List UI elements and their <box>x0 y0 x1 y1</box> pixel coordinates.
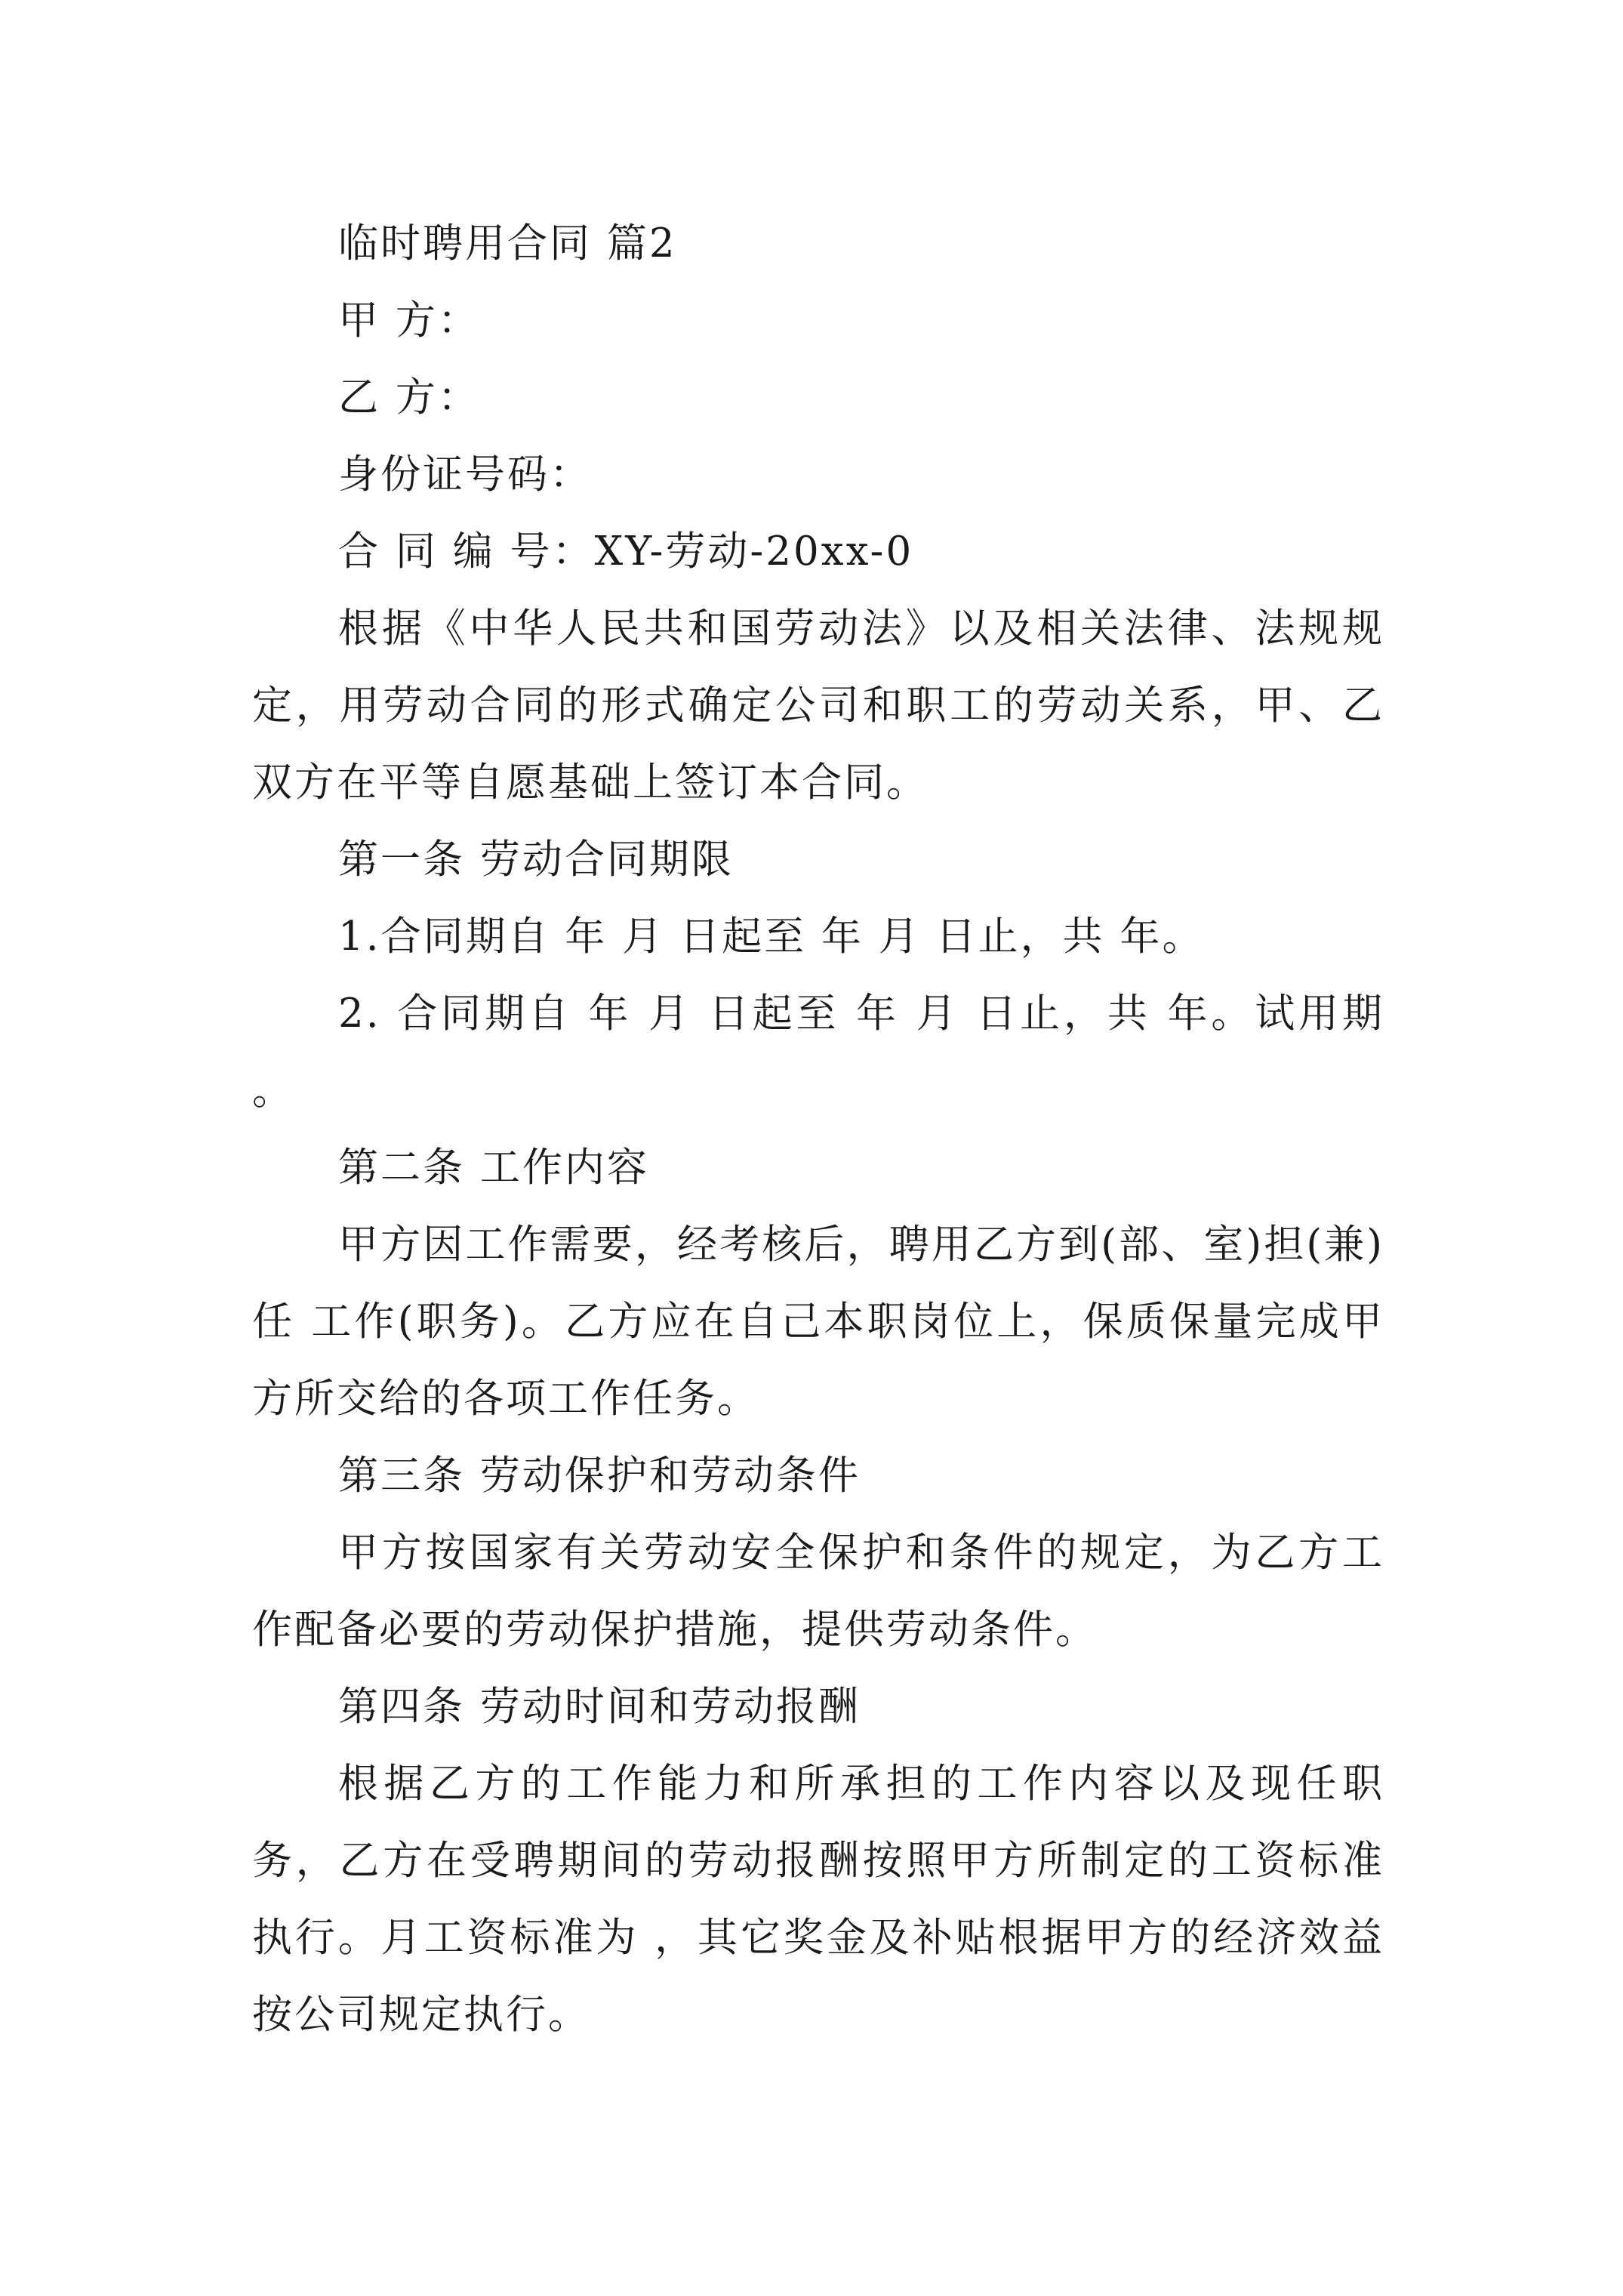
contract-number-line: 合 同 编 号：XY-劳动-20xx-0 <box>338 529 914 575</box>
article-2-heading: 第二条 工作内容 <box>338 1145 649 1191</box>
party-a-line: 甲 方： <box>338 297 480 344</box>
article-4-heading: 第四条 劳动时间和劳动报酬 <box>338 1684 861 1730</box>
preamble-paragraph: 根据《中华人民共和国劳动法》以及相关法律、法规规定，用劳动合同的形式确定公司和职工的劳动关系，甲、乙双方在平等自愿基础上签订本合同。 <box>252 606 1384 806</box>
article-1-heading: 第一条 劳动合同期限 <box>338 837 734 883</box>
document-body <box>252 205 1400 2054</box>
article-4-body: 根据乙方的工作能力和所承担的工作内容以及现任职务，乙方在受聘期间的劳动报酬按照甲方所制定的工资标准执行。月工资标准为 ，其它奖金及补贴根据甲方的经济效益按公司规定执行。 <box>252 1761 1384 2038</box>
article-3-body: 甲方按国家有关劳动安全保护和条件的规定，为乙方工作配备必要的劳动保护措施，提供劳动条件。 <box>252 1530 1384 1653</box>
id-number-line: 身份证号码： <box>338 451 592 498</box>
party-b-line: 乙 方： <box>338 374 480 421</box>
document-title: 临时聘用合同 篇2 <box>338 220 677 267</box>
article-1-clause-2: 2. 合同期自 年 月 日起至 年 月 日止，共 年。试用期 。 <box>252 991 1400 1114</box>
article-3-heading: 第三条 劳动保护和劳动条件 <box>338 1453 861 1499</box>
article-1-clause-1: 1.合同期自 年 月 日起至 年 月 日止，共 年。 <box>338 914 1205 960</box>
article-2-body: 甲方因工作需要，经考核后，聘用乙方到(部、室)担(兼)任 工作(职务)。乙方应在自己本职岗位上，保质保量完成甲方所交给的各项工作任务。 <box>252 1222 1384 1422</box>
